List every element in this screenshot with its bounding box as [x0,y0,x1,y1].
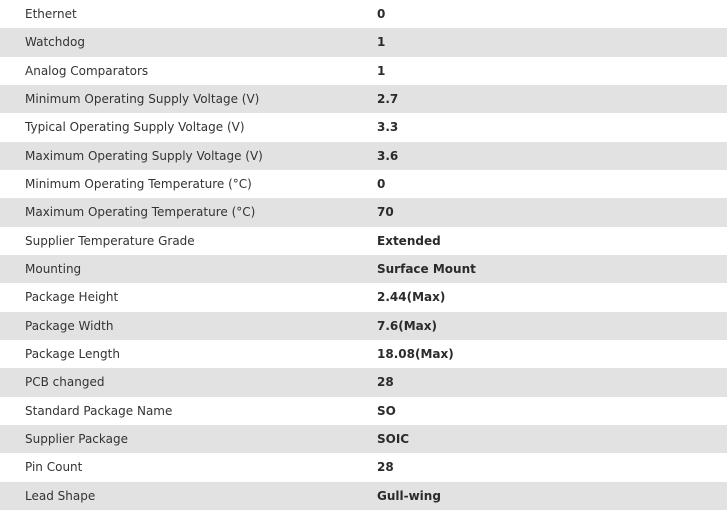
spec-label: Typical Operating Supply Voltage (V) [25,120,245,135]
spec-value: SOIC [377,432,410,447]
spec-row-package-width [0,312,727,340]
spec-row-watchdog [0,28,727,56]
spec-label: Supplier Temperature Grade [25,233,195,248]
spec-value: 7.6(Max) [377,318,438,333]
spec-label: PCB changed [25,375,105,390]
spec-label: Watchdog [25,35,85,50]
spec-value: Gull-wing [377,488,441,503]
spec-value: 0 [377,7,386,22]
spec-value: Surface Mount [377,262,476,277]
spec-label: Lead Shape [25,488,96,503]
spec-row-max-supply-voltage [0,142,727,170]
spec-label: Pin Count [25,460,83,475]
spec-row-analog-comparators [0,57,727,85]
spec-row-lead-shape [0,482,727,510]
spec-value: 2.44(Max) [377,290,446,305]
spec-value: 3.3 [377,120,399,135]
spec-value: 28 [377,375,394,390]
spec-value: 70 [377,205,394,220]
spec-value: SO [377,403,396,418]
spec-value: 18.08(Max) [377,347,454,362]
spec-label: Standard Package Name [25,403,173,418]
spec-value: 2.7 [377,92,399,107]
spec-row-min-temperature [0,170,727,198]
spec-row-pcb-changed [0,368,727,396]
spec-label: Maximum Operating Supply Voltage (V) [25,148,263,163]
spec-row-min-supply-voltage [0,85,727,113]
spec-label: Minimum Operating Temperature (°C) [25,177,252,192]
spec-label: Analog Comparators [25,63,149,78]
spec-row-pin-count [0,453,727,481]
spec-value: 1 [377,63,386,78]
spec-value: 28 [377,460,394,475]
spec-row-temperature-grade [0,227,727,255]
spec-row-max-temperature [0,198,727,226]
spec-label: Ethernet [25,7,77,22]
spec-row-ethernet [0,0,727,28]
spec-row-package-height [0,283,727,311]
spec-label: Package Length [25,347,120,362]
spec-row-standard-package-name [0,397,727,425]
spec-row-mounting [0,255,727,283]
spec-value: 1 [377,35,386,50]
spec-value: Extended [377,233,441,248]
spec-label: Supplier Package [25,432,128,447]
spec-label: Mounting [25,262,82,277]
spec-label: Package Height [25,290,119,305]
spec-label: Minimum Operating Supply Voltage (V) [25,92,260,107]
spec-row-supplier-package [0,425,727,453]
spec-row-typical-supply-voltage [0,113,727,141]
spec-row-package-length [0,340,727,368]
spec-value: 0 [377,177,386,192]
spec-label: Maximum Operating Temperature (°C) [25,205,256,220]
spec-value: 3.6 [377,148,399,163]
spec-label: Package Width [25,318,114,333]
